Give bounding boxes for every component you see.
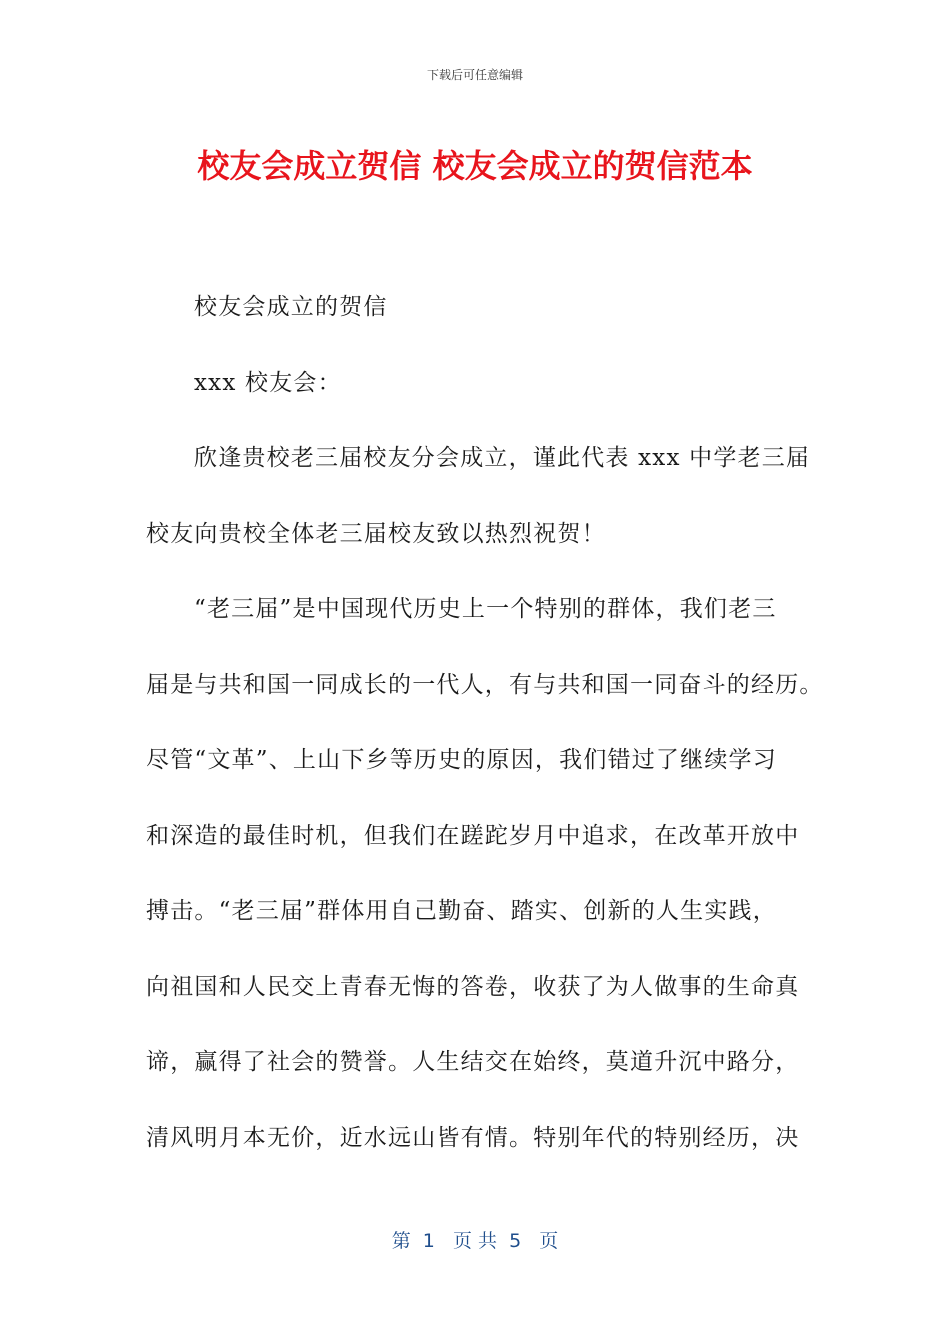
body-line-heading: 校友会成立的贺信: [194, 294, 388, 320]
body-line: 搏击。“老三届”群体用自己勤奋、踏实、创新的人生实践，: [146, 898, 777, 924]
document-body: [146, 270, 824, 1176]
document-title: 校友会成立贺信 校友会成立的贺信范本: [197, 147, 753, 185]
body-line-salutation: xxx 校友会：: [194, 369, 342, 396]
body-line: 和深造的最佳时机，但我们在蹉跎岁月中追求，在改革开放中: [146, 822, 800, 849]
body-line: 欣逢贵校老三届校友分会成立，谨此代表 xxx 中学老三届: [194, 445, 811, 471]
body-line: “老三届”是中国现代历史上一个特别的群体，我们老三: [194, 596, 777, 622]
page-footer: 第 1 页 共 5 页: [391, 1230, 559, 1252]
body-line: 校友向贵校全体老三届校友致以热烈祝贺！: [146, 520, 606, 547]
body-line: 届是与共和国一同成长的一代人，有与共和国一同奋斗的经历。: [146, 671, 824, 698]
body-line: 谛，赢得了社会的赞誉。人生结交在始终，莫道升沉中路分，: [146, 1049, 800, 1075]
header-note: 下载后可任意编辑: [426, 68, 523, 82]
body-line: 清风明月本无价，近水远山皆有情。特别年代的特别经历，决: [146, 1124, 800, 1151]
body-line: 尽管“文革”、上山下乡等历史的原因，我们错过了继续学习: [146, 747, 777, 773]
body-line: 向祖国和人民交上青春无悔的答卷，收获了为人做事的生命真: [146, 973, 800, 1000]
